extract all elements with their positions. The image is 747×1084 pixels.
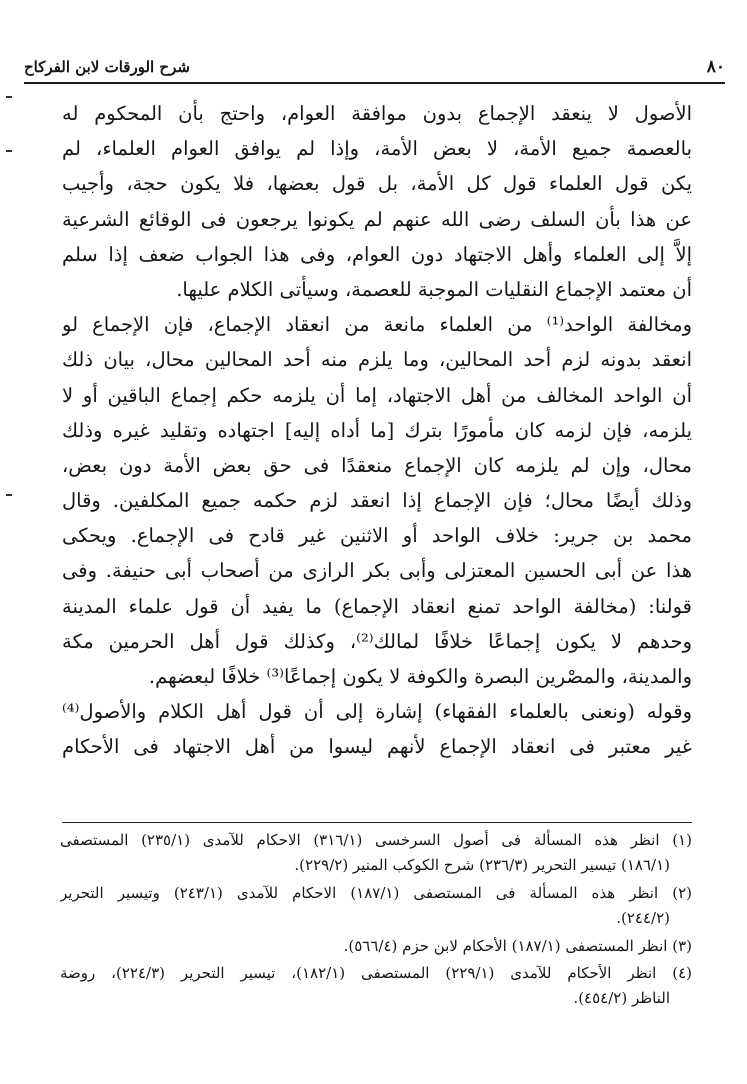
- text-line: انعقد بدونه لزم أحد المحالين، وما يلزم منه أحد المحالين محال، بيان ذلك: [62, 348, 692, 372]
- text-line: والمدينة، والمصْرين البصرة والكوفة لا يكون إجماعًا⁽³⁾ خلافًا لبعضهم.: [148, 665, 692, 688]
- margin-tick: [6, 494, 12, 496]
- footnote-2: [60, 881, 692, 932]
- text-line: أن الواحد المخالف من أهل الاجتهاد، إما أن يلزمه حكم إجماع الباقين أو لا: [62, 383, 692, 407]
- text-line: محال، وإن لم يلزمه كان الإجماع منعقدًا فى حق بعض الأمة دون بعض،: [62, 453, 692, 477]
- margin-tick: [6, 96, 12, 98]
- text-line: وقوله (ونعنى بالعلماء الفقهاء) إشارة إلى أن قول أهل الكلام والأصول⁽⁴⁾: [62, 700, 692, 724]
- footnote-line: (٢٤٤/٢).: [616, 909, 670, 928]
- footnote-line: (٣) انظر المستصفى (١٨٧/١) الأحكام لابن حزم (٥٦٦/٤).: [343, 936, 692, 955]
- text-line: غير معتبر فى انعقاد الإجماع لأنهم ليسوا من أهل الاجتهاد فى الأحكام: [62, 735, 692, 759]
- text-line: إلاَّ إلى العلماء وأهل الاجتهاد دون العوام، وفى هذا الجواب ضعف إذا سلم: [62, 242, 692, 266]
- footnote-line: (٢) انظر هذه المسألة فى المستصفى (١٨٧/١) الاحكام للآمدى (٢٤٣/١) وتيسير التحرير: [60, 883, 692, 902]
- footnote-1: [60, 828, 692, 879]
- text-line: أن معتمد الإجماع النقليات الموجبة للعصمة، وسيأتى الكلام عليها.: [176, 277, 692, 301]
- running-title: شرح الورقات لابن الفركاح: [24, 58, 190, 76]
- text-line: بالعصمة جميع الأمة، لا بعض الأمة، وإذا لم يوافق العوام العلماء، لم: [62, 137, 692, 161]
- footnote-rule: [62, 822, 692, 823]
- text-line: هذا عن أبى الحسين المعتزلى وأبى بكر الرازى من أصحاب أبى حنيفة. وفى: [62, 559, 692, 583]
- text-line: الأصول لا ينعقد الإجماع بدون موافقة العوام، واحتج بأن المحكوم له: [62, 102, 692, 125]
- text-line: عن هذا بأن السلف رضى الله عنهم لم يكونوا يرجعون فى الوقائع الشرعية: [62, 207, 692, 231]
- footnote-line: (٤) انظر الأحكام للآمدى (٢٢٩/١) المستصفى (١٨٢/١)، تيسير التحرير (٢٢٤/٣)، روضة: [60, 963, 692, 982]
- page-number: ٨٠: [706, 57, 725, 77]
- footnote-line: (١٨٦/١) تيسير التحرير (٢٣٦/٣) شرح الكوكب المنير (٢٢٩/٢).: [294, 856, 670, 875]
- text-line: وذلك أيضًا محال؛ فإن الإجماع إذا انعقد لزم حكمه جميع المكلفين. وقال: [62, 489, 692, 513]
- footnote-line: الناظر (٤٥٤/٢).: [573, 989, 670, 1008]
- footnote-line: (١) انظر هذه المسألة فى أصول السرخسى (٣١٦/١) الاحكام للآمدى (٢٣٥/١) المستصفى: [60, 831, 692, 849]
- text-line: ومخالفة الواحد⁽¹⁾ من العلماء مانعة من انعقاد الإجماع، فإن الإجماع لو: [62, 313, 692, 337]
- text-line: قولنا: (مخالفة الواحد تمنع انعقاد الإجماع) ما يفيد أن قول علماء المدينة: [62, 594, 692, 618]
- body-text: [62, 96, 692, 765]
- text-line: يلزمه، فإن لزمه كان مأمورًا بترك [ما أداه إليه] اجتهاده وتقليد غيره وذلك: [62, 418, 692, 442]
- text-line: وحدهم لا يكون إجماعًا خلافًا لمالك⁽²⁾، وكذلك قول أهل الحرمين مكة: [62, 629, 692, 653]
- header-rule: [24, 82, 725, 84]
- text-line: يكن قول العلماء قول كل الأمة، بل قول بعضها، فلا يكون حجة، وأجيب: [62, 172, 692, 196]
- margin-tick: [6, 150, 12, 152]
- footnote-3: [60, 934, 692, 959]
- footnotes: [60, 828, 692, 1012]
- footnote-4: [60, 961, 692, 1012]
- text-line: محمد بن جرير: خلاف الواحد أو الاثنين غير قادح فى الإجماع. ويحكى: [62, 524, 692, 548]
- running-header: [24, 54, 725, 80]
